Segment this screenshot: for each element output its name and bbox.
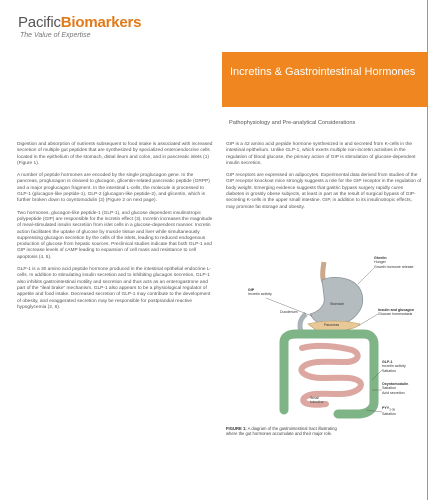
ghrelin-label-role-2: Growth hormone release (374, 264, 414, 269)
paragraph: A number of peptide hormones are encoded by the single proglucagon gene. In the pancreas, proglucagon is cleaved to glucagon, glicentin-related pancreatic peptide (GRPP) and a major proglucagon fragment. In the intestinal L-cells, the molecule is processed to GLP-1 (glucagon-like peptide-1), GLP-2 (glucagon-like peptide-2), and glicentin, which is further broken down to oxyntomodulin (2) (Figure 2 on next page). (17, 173, 210, 204)
insulin-pointer-line (358, 314, 378, 326)
gi-tract-illustration (226, 250, 426, 426)
brand-name-plain: Pacific (18, 14, 61, 31)
insulin-glucagon-label (378, 308, 414, 317)
paragraph: Two hormones, glucagon-like peptide-1 (GLP-1), and glucose dependent insulinotropic polypeptide (GIP) are responsible for the incretin effect (3). Incretin increases the magnitude of meal-stimulated insulin secretion from islet cells in a glucose-dependent manner. Incretin action facilitates the uptake of glucose by muscle tissue and liver while simultaneously suppressing glucagon secretion by the cells of the islets, leading to reduced endogenous production of glucose from hepatic sources. Preclinical studies indicate that both GLP-1 and GIP increase levels of cAMP leading to expansion of cell mass and resistance to cell apoptosis (4, 5). (17, 210, 213, 260)
glp1-label (382, 360, 406, 373)
figure-caption-label: FIGURE 1: (226, 426, 247, 431)
pyy-label-subscript: 3-36 (389, 407, 396, 412)
paragraph: GIP is a 42 amino acid peptide hormone synthesized in and secreted from K-cells in the intestinal epithelium. Unlike GLP-1, which exerts multiple non-incretin activities in the regulation of blood glucose, the primary action of GIP is stimulation of glucose-dependent insulin secretion. (226, 142, 416, 166)
gip-label-name: GIP (248, 288, 255, 292)
pyy-label (382, 406, 396, 417)
paragraph: GIP receptors are expressed on adipocytes. Experimental data derived from studies of the GIP receptor knockout mice strongly suggests a role for the GIP receptor in the regulation of body weight. Emerging evidence suggests that gastric bypass surgery rapidly cures diabetes in grossly obese subjects, at least in part as the result of surgical bypass of GIP-secreting K-cells in the upper small intestine. GIP, in addition to its insulinotropic effects, may promote fat storage and obesity. (226, 173, 422, 210)
title-banner (222, 52, 427, 107)
figure-caption (226, 426, 346, 437)
stomach-label: Stomach (330, 302, 345, 306)
oxyntomodulin-label-role-2: Acid secretion (382, 390, 405, 395)
glp1-label-role-1: Incretin activity (382, 364, 406, 369)
glp1-label-name: GLP-1 (382, 360, 393, 364)
ghrelin-label (374, 256, 414, 269)
document-subtitle: Pathophysiology and Pre-analytical Considerations (229, 120, 356, 126)
paragraph: Digestion and absorption of nutrients subsequent to food intake is associated with increased secretion of multiple gut peptides that are synthesized by specialized enteroendocrine cells located in the epithelium of the stomach, distal ileum and colon, and in pancreatic islets (1) (Figure 1). (17, 142, 213, 166)
document-title: Incretins & Gastrointestinal Hormones (230, 66, 416, 78)
oxyntomodulin-label-role-1: Satiation (382, 386, 396, 391)
brand-tagline: The Value of Expertise (20, 32, 91, 39)
duodenum-label: Duodenum (280, 310, 298, 314)
page-edge-divider (427, 0, 428, 500)
insulin-label-role: Glucose homeostasis (378, 312, 413, 317)
pyy-label-role: Satiation (382, 412, 396, 417)
right-column (226, 142, 422, 217)
paragraph: GLP-1 is a 30 amino acid peptide hormone produced in the intestinal epithelial endocrine L-cells. In addition to stimulating insulin secretion and to inhibiting glucagon secretion, GLP-1 also inhibits gastrointestinal motility and secretion and thus acts as an enterogastrone and part of the "ileal brake" mechanism. GLP-1 also appears to be a physiological regulator of appetite and food intake. Decreased secretion of GLP-1 may contribute to the development of obesity, and exaggerated secretion may be responsible for postprandial reactive hypoglycemia (2, 6). (17, 267, 212, 310)
ghrelin-label-role-1: Hunger (374, 260, 386, 265)
glp1-label-role-2: Satiation (382, 368, 396, 373)
small-intestine-label-line-2: Intestine (310, 400, 324, 405)
small-intestine-label (310, 396, 324, 405)
oxyntomodulin-label-name: Oxyntomodulin (382, 382, 409, 386)
ghrelin-pointer-line (358, 268, 374, 284)
brand-name-bold: Biomarkers (60, 14, 142, 31)
pancreas-label: Pancreas (324, 323, 340, 327)
insulin-label-name: Insulin and glucagon (378, 308, 414, 312)
gip-label (248, 288, 272, 297)
brand-name (18, 14, 141, 31)
ghrelin-label-name: Ghrelin (374, 256, 387, 260)
gi-tract-diagram (226, 250, 426, 426)
gip-label-role: Incretin activity (248, 292, 272, 297)
brand-logo (18, 14, 141, 39)
figure-caption-text: A diagram of the gastrointestinal tract illustrating where the gut hormones accumulate and their major role. (226, 426, 337, 437)
pyy-label-name: PYY (382, 406, 390, 410)
small-intestine-label-line-1: Small (310, 396, 319, 400)
left-column (17, 142, 213, 317)
oxyntomodulin-label (382, 382, 408, 395)
